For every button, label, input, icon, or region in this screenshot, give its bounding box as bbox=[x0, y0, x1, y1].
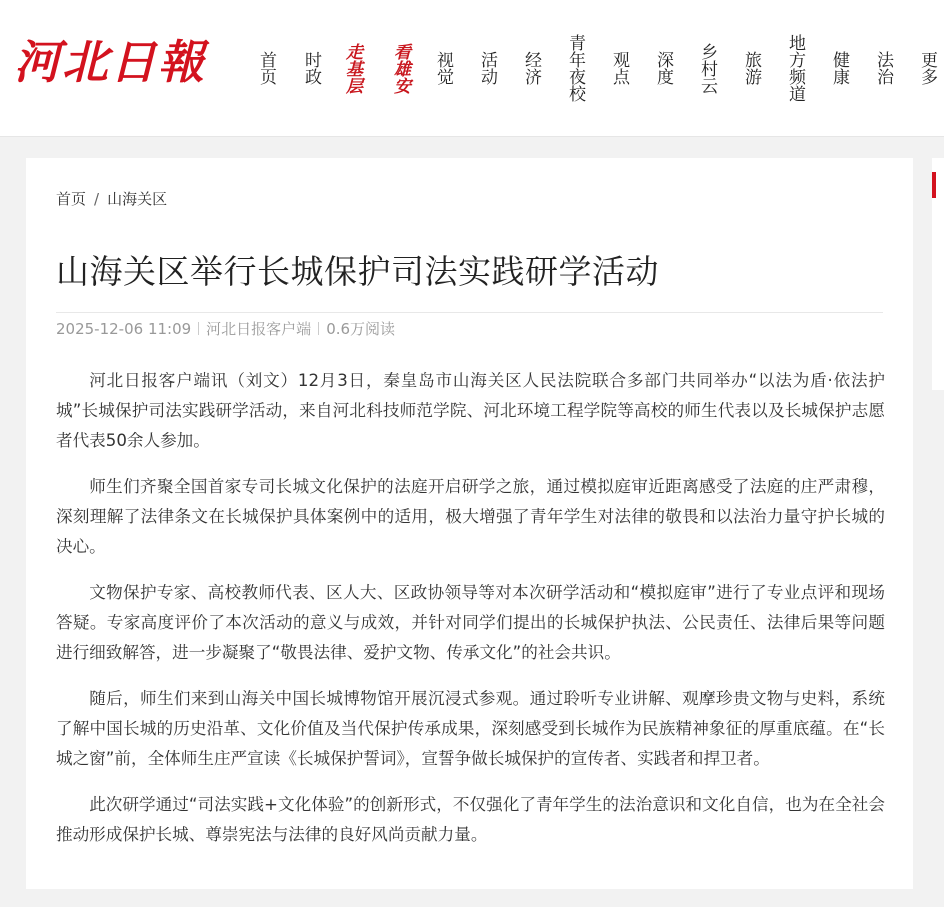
sidebar-accent-mark bbox=[932, 172, 936, 198]
nav-label: 观点 bbox=[609, 51, 629, 85]
nav-item-xiongan[interactable] bbox=[387, 20, 413, 116]
nav-item-local-channels[interactable] bbox=[782, 20, 808, 116]
nav-item-travel[interactable] bbox=[738, 20, 764, 116]
nav-item-politics[interactable] bbox=[298, 20, 324, 116]
nav-item-more[interactable] bbox=[914, 20, 940, 116]
nav-label: 青年夜校 bbox=[565, 34, 585, 102]
nav-label: 乡村云 bbox=[697, 42, 717, 94]
site-logo[interactable]: 河北日報 bbox=[14, 35, 206, 89]
breadcrumb-separator: / bbox=[94, 190, 100, 208]
nav-label: 活动 bbox=[477, 51, 497, 85]
breadcrumb-home-link[interactable]: 首页 bbox=[56, 190, 87, 208]
nav-label: 视觉 bbox=[433, 51, 453, 85]
article-meta bbox=[56, 318, 395, 339]
nav-item-economy[interactable] bbox=[518, 20, 544, 116]
article-paragraph: 此次研学通过“司法实践+文化体验”的创新形式，不仅强化了青年学生的法治意识和文化自信，也为在全社会推动形成保护长城、尊崇宪法与法律的良好风尚贡献力量。 bbox=[56, 795, 885, 844]
nav-item-health[interactable] bbox=[826, 20, 852, 116]
meta-divider bbox=[318, 322, 319, 335]
nav-label: 更多 bbox=[917, 51, 937, 85]
nav-label: 法治 bbox=[873, 51, 893, 85]
article-source: 河北日报客户端 bbox=[206, 320, 312, 338]
article-datetime: 2025-12-06 11:09 bbox=[56, 320, 192, 338]
article-body bbox=[56, 366, 885, 866]
article-paragraph: 文物保护专家、高校教师代表、区人大、区政协领导等对本次研学活动和“模拟庭审”进行了专业点评和现场答疑。专家高度评价了本次活动的意义与成效，并针对同学们提出的长城保护执法、公民责任、法律后果等问题进行细致解答，进一步凝聚了“敬畏法律、爱护文物、传承文化”的社会共识。 bbox=[56, 583, 885, 662]
nav-label: 旅游 bbox=[741, 51, 761, 85]
article-card bbox=[26, 158, 913, 889]
article-paragraph: 河北日报客户端讯（刘文）12月3日，秦皇岛市山海关区人民法院联合多部门共同举办“以法为盾·依法护城”长城保护司法实践研学活动，来自河北科技师范学院、河北环境工程学院等高校的师生代表以及长城保护志愿者代表50余人参加。 bbox=[56, 371, 885, 450]
nav-item-visual[interactable] bbox=[430, 20, 456, 116]
nav-label: 深度 bbox=[653, 51, 673, 85]
article-read-count: 0.6万阅读 bbox=[326, 320, 396, 338]
nav-label: 看雄安 bbox=[390, 42, 410, 94]
article-paragraph: 随后，师生们来到山海关中国长城博物馆开展沉浸式参观。通过聆听专业讲解、观摩珍贵文物与史料，系统了解中国长城的历史沿革、文化价值及当代保护传承成果，深刻感受到长城作为民族精神象征的厚重底蕴。在“长城之窗”前，全体师生庄严宣读《长城保护誓词》，宣誓争做长城保护的宣传者、实践者和捍卫者。 bbox=[56, 689, 885, 768]
breadcrumb-current-link[interactable]: 山海关区 bbox=[107, 190, 168, 208]
nav-item-youth-school[interactable] bbox=[562, 20, 588, 116]
nav-label: 首页 bbox=[256, 51, 276, 85]
nav-label: 走基层 bbox=[342, 42, 362, 94]
nav-label: 健康 bbox=[829, 51, 849, 85]
breadcrumb bbox=[56, 188, 167, 209]
nav-label: 时政 bbox=[301, 51, 321, 85]
nav-item-opinion[interactable] bbox=[606, 20, 632, 116]
nav-item-events[interactable] bbox=[474, 20, 500, 116]
article-paragraph: 师生们齐聚全国首家专司长城文化保护的法庭开启研学之旅，通过模拟庭审近距离感受了法庭的庄严肃穆，深刻理解了法律条文在长城保护具体案例中的适用，极大增强了青年学生对法律的敬畏和以法治力量守护长城的决心。 bbox=[56, 477, 885, 556]
meta-divider bbox=[198, 322, 199, 335]
article-title: 山海关区举行长城保护司法实践研学活动 bbox=[56, 252, 659, 291]
nav-label: 经济 bbox=[521, 51, 541, 85]
nav-label: 地方频道 bbox=[785, 34, 805, 102]
nav-item-rural-cloud[interactable] bbox=[694, 20, 720, 116]
nav-item-law[interactable] bbox=[870, 20, 896, 116]
nav-item-depth[interactable] bbox=[650, 20, 676, 116]
nav-item-grassroots[interactable] bbox=[339, 20, 365, 116]
site-header bbox=[0, 0, 944, 137]
title-divider bbox=[56, 312, 883, 313]
nav-item-home[interactable] bbox=[253, 20, 279, 116]
